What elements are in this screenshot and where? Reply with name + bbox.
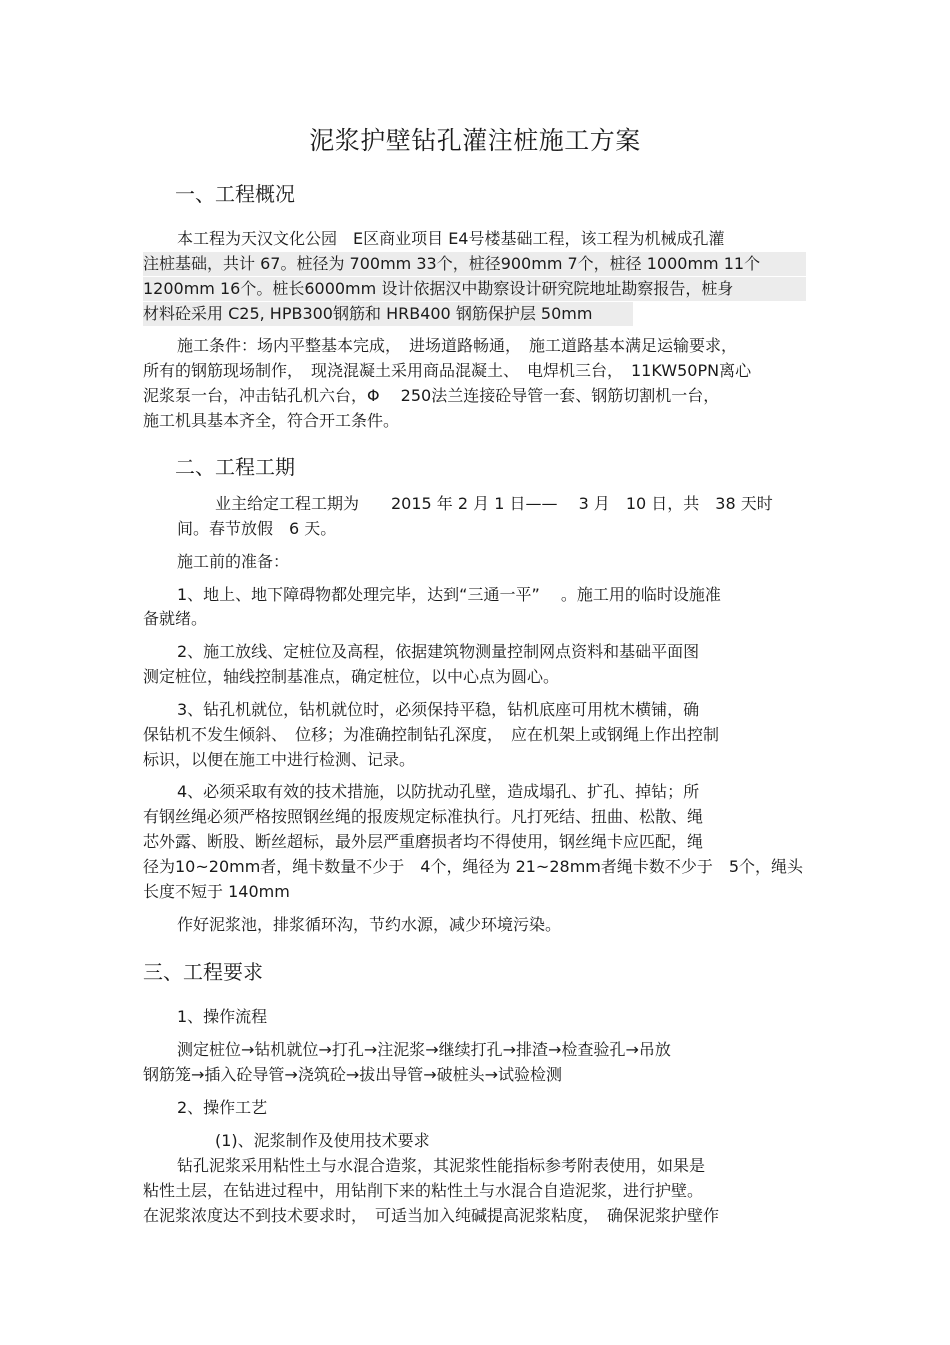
paragraph-line: 钻孔泥浆采用粘性土与水混合造浆，其泥浆性能指标参考附表使用，如果是	[177, 1156, 706, 1175]
list-item-line: 4、必须采取有效的技术措施，以防扰动孔壁，造成塌孔、扩孔、掉钻；所	[177, 782, 700, 801]
list-item-line: 长度不短于 140mm	[143, 882, 290, 901]
paragraph-line: 测定桩位→钻机就位→打孔→注泥浆→继续打孔→排渣→检查验孔→吊放	[177, 1040, 671, 1059]
list-item-line: 径为10~20mm者，绳卡数量不少于 4个，绳径为 21~28mm者绳卡数不少于 5个，绳头	[143, 857, 804, 876]
list-item-line: 2、施工放线、定桩位及高程，依据建筑物测量控制网点资料和基础平面图	[177, 642, 700, 661]
paragraph-line: 间。春节放假 6 天。	[177, 519, 337, 538]
list-item-line: 芯外露、断股、断丝超标，最外层严重磨损者均不得使用，钢丝绳卡应匹配，绳	[143, 832, 704, 851]
list-item-line: 3、钻孔机就位，钻机就位时，必须保持平稳，钻机底座可用枕木横铺，确	[177, 700, 700, 719]
paragraph-line: 施工机具基本齐全，符合开工条件。	[143, 411, 400, 430]
paragraph-line: 材料砼采用 C25, HPB300钢筋和 HRB400 钢筋保护层 50mm	[143, 302, 633, 326]
paragraph-line: 粘性土层，在钻进过程中，用钻削下来的粘性土与水混合自造泥浆，进行护壁。	[143, 1181, 704, 1200]
paragraph-line: 泥浆泵一台，冲击钻孔机六台，Φ 250法兰连接砼导管一套、钢筋切割机一台，	[143, 386, 720, 405]
list-item-line: 保钻机不发生倾斜、 位移；为准确控制钻孔深度， 应在机架上或钢绳上作出控制	[143, 725, 720, 744]
paragraph-line: 施工条件：场内平整基本完成， 进场道路畅通， 施工道路基本满足运输要求，	[177, 336, 738, 355]
list-item-line: 测定桩位，轴线控制基准点，确定桩位，以中心点为圆心。	[143, 667, 560, 686]
list-item-line: 备就绪。	[143, 609, 208, 628]
paragraph-line: 注桩基础，共计 67。桩径为 700mm 33个，桩径900mm 7个，桩径 1000mm 11个	[143, 252, 806, 276]
section-heading-requirements: 三、工程要求	[143, 960, 263, 984]
list-item-line: 1、地上、地下障碍物都处理完毕，达到“三通一平” 。施工用的临时设施准	[177, 585, 721, 604]
subheading: (1)、泥浆制作及使用技术要求	[215, 1131, 430, 1150]
paragraph-line: 钢筋笼→插入砼导管→浇筑砼→拔出导管→破桩头→试验检测	[143, 1065, 563, 1084]
section-heading-schedule: 二、工程工期	[175, 455, 295, 479]
paragraph-line: 作好泥浆池，排浆循环沟，节约水源，减少环境污染。	[177, 915, 562, 934]
paragraph-line: 所有的钢筋现场制作， 现浇混凝土采用商品混凝土、 电焊机三台， 11KW50PN离心	[143, 361, 752, 380]
section-heading-overview: 一、工程概况	[175, 182, 295, 206]
document-title: 泥浆护壁钻孔灌注桩施工方案	[309, 126, 641, 155]
subheading: 1、操作流程	[177, 1007, 268, 1026]
list-item-line: 有钢丝绳必须严格按照钢丝绳的报废规定标准执行。凡打死结、扭曲、松散、绳	[143, 807, 704, 826]
paragraph-line: 本工程为天汉文化公园 E区商业项目 E4号楼基础工程，该工程为机械成孔灌	[177, 229, 725, 248]
subheading: 2、操作工艺	[177, 1098, 268, 1117]
paragraph-line: 1200mm 16个。桩长6000mm 设计依据汉中勘察设计研究院地址勘察报告，桩身	[143, 277, 806, 301]
paragraph-line: 施工前的准备：	[177, 552, 290, 571]
paragraph-line: 业主给定工程工期为 2015 年 2 月 1 日—— 3 月 10 日，共 38 天时	[215, 494, 773, 513]
list-item-line: 标识，以便在施工中进行检测、记录。	[143, 750, 416, 769]
paragraph-line: 在泥浆浓度达不到技术要求时， 可适当加入纯碱提高泥浆粘度， 确保泥浆护壁作	[143, 1206, 720, 1225]
